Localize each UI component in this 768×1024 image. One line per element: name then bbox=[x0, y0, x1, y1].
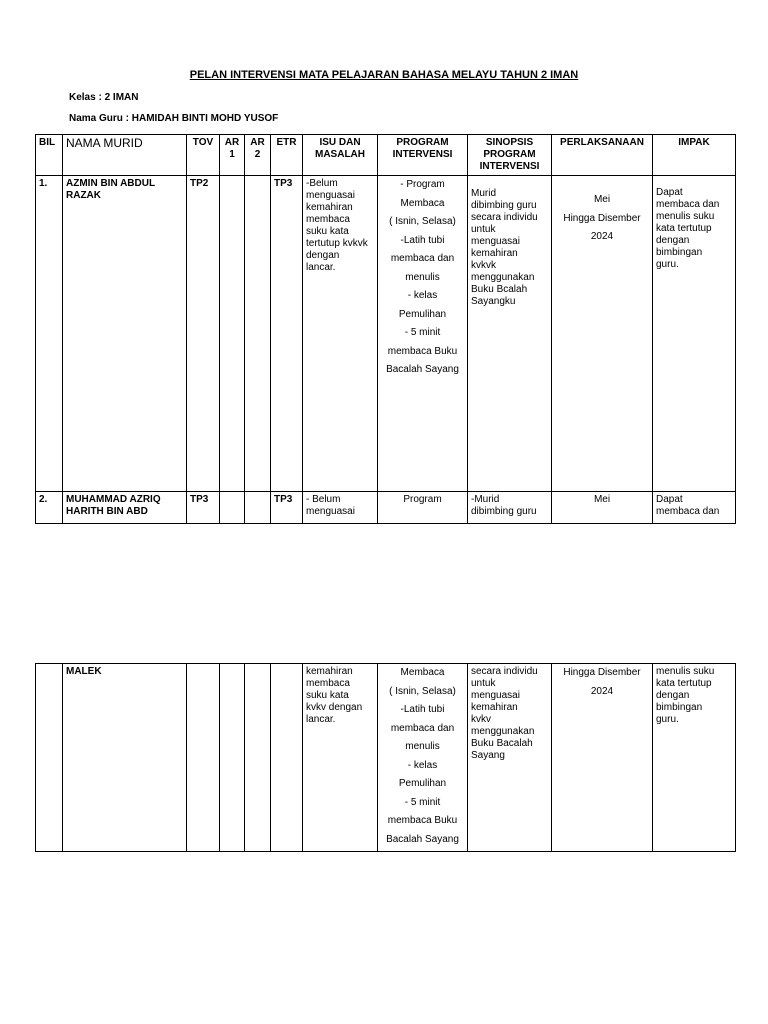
header-nama-murid: NAMA MURID bbox=[63, 135, 187, 176]
impak-line: dengan bbox=[656, 690, 690, 701]
isu-line: -Belum bbox=[306, 178, 338, 189]
header-sinopsis: SINOPSIS PROGRAM INTERVENSI bbox=[468, 135, 552, 176]
sinopsis-line: dibimbing guru bbox=[471, 200, 537, 211]
program-line: Bacalah Sayang bbox=[386, 364, 459, 375]
header-bil: BIL bbox=[36, 135, 63, 176]
row-perlaksanaan bbox=[552, 664, 653, 852]
perlaksanaan-line: Hingga Disember bbox=[563, 212, 641, 224]
isu-line: membaca bbox=[306, 678, 350, 689]
row-isu bbox=[303, 176, 378, 492]
impak-line: menulis suku bbox=[656, 666, 715, 677]
sinopsis-line: untuk bbox=[471, 678, 496, 689]
row-program: Program bbox=[378, 492, 468, 524]
nama-line: MUHAMMAD AZRIQ bbox=[66, 494, 161, 505]
program-line: Membaca bbox=[400, 667, 445, 678]
isu-line: menguasai bbox=[306, 506, 355, 517]
program-line: ( Isnin, Selasa) bbox=[389, 216, 456, 227]
program-line: membaca Buku bbox=[387, 345, 458, 357]
sinopsis-line: untuk bbox=[471, 224, 496, 235]
sinopsis-line: Buku Bcalah bbox=[471, 284, 528, 295]
row-ar1 bbox=[220, 176, 245, 492]
sinopsis-line: menggunakan bbox=[471, 272, 535, 283]
sinopsis-line: Murid bbox=[471, 188, 497, 199]
row-impak bbox=[653, 176, 736, 492]
program-line: Pemulihan bbox=[398, 308, 447, 320]
document-title: PELAN INTERVENSI MATA PELAJARAN BAHASA MELAYU TAHUN 2 IMAN bbox=[189, 69, 579, 81]
sinopsis-line: kemahiran bbox=[471, 248, 518, 259]
row-sinopsis bbox=[468, 664, 552, 852]
row-program bbox=[378, 176, 468, 492]
header-perlaksanaan: PERLAKSANAAN bbox=[552, 135, 653, 176]
row-impak bbox=[653, 492, 736, 524]
header-impak: IMPAK bbox=[653, 135, 736, 176]
sinopsis-line: secara individu bbox=[471, 666, 538, 677]
program-line: -Latih tubi bbox=[400, 704, 445, 715]
sinopsis-line: secara individu bbox=[471, 212, 538, 223]
perlaksanaan-line: 2024 bbox=[590, 231, 614, 242]
sinopsis-line: Sayang bbox=[471, 750, 505, 761]
program-line: menulis bbox=[405, 741, 440, 752]
row-isu bbox=[303, 492, 378, 524]
intervention-table-continued bbox=[35, 663, 736, 852]
impak-line: guru. bbox=[656, 714, 679, 725]
program-line: - 5 minit bbox=[404, 327, 441, 338]
header-ar1: AR 1 bbox=[220, 135, 245, 176]
header-tov: TOV bbox=[187, 135, 220, 176]
row-ar2 bbox=[245, 176, 271, 492]
header-isu: ISU DAN MASALAH bbox=[303, 135, 378, 176]
impak-line: menulis suku bbox=[656, 211, 715, 222]
program-line: Membaca bbox=[400, 197, 445, 209]
teacher-name: Nama Guru : HAMIDAH BINTI MOHD YUSOF bbox=[69, 113, 279, 124]
isu-line: kemahiran bbox=[306, 666, 353, 677]
intervention-table bbox=[35, 134, 736, 524]
program-line: ( Isnin, Selasa) bbox=[389, 685, 456, 697]
row-sinopsis bbox=[468, 492, 552, 524]
program-line: membaca dan bbox=[390, 253, 455, 264]
row-ar2 bbox=[245, 492, 271, 524]
nama-line: RAZAK bbox=[66, 190, 101, 201]
isu-line: kemahiran bbox=[306, 202, 353, 213]
nama-line: HARITH BIN ABD bbox=[66, 506, 148, 517]
program-line: - Program bbox=[400, 179, 445, 190]
row-perlaksanaan: Mei bbox=[552, 492, 653, 524]
sinopsis-line: -Murid bbox=[471, 494, 500, 505]
row-sinopsis bbox=[468, 176, 552, 492]
program-line: membaca dan bbox=[390, 722, 455, 734]
isu-line: lancar. bbox=[306, 262, 336, 273]
isu-line: tertutup kvkvk bbox=[306, 238, 368, 249]
row-program bbox=[378, 664, 468, 852]
impak-line: kata tertutup bbox=[656, 223, 712, 234]
program-line: - kelas bbox=[407, 759, 438, 771]
header-row bbox=[36, 135, 736, 176]
impak-line: membaca dan bbox=[656, 199, 720, 210]
isu-line: - Belum bbox=[306, 494, 341, 505]
row-nama: MALEK bbox=[63, 664, 187, 852]
row-tov bbox=[187, 664, 220, 852]
nama-line: AZMIN BIN ABDUL bbox=[66, 178, 156, 189]
row-bil: 2. bbox=[36, 492, 63, 524]
perlaksanaan-line: Hingga Disember bbox=[563, 667, 641, 678]
isu-line: suku kata bbox=[306, 226, 349, 237]
impak-line: bimbingan bbox=[656, 247, 703, 258]
row-nama bbox=[63, 492, 187, 524]
row-perlaksanaan bbox=[552, 176, 653, 492]
isu-line: suku kata bbox=[306, 690, 349, 701]
program-line: Pemulihan bbox=[398, 778, 447, 789]
row-nama bbox=[63, 176, 187, 492]
perlaksanaan-line: 2024 bbox=[590, 685, 614, 697]
table-row bbox=[36, 492, 736, 524]
program-line: membaca Buku bbox=[387, 815, 458, 826]
header-ar2: AR 2 bbox=[245, 135, 271, 176]
isu-line: membaca bbox=[306, 214, 350, 225]
row-ar2 bbox=[245, 664, 271, 852]
perlaksanaan-line: Mei bbox=[593, 194, 611, 205]
row-bil: 1. bbox=[36, 176, 63, 492]
row-tov: TP3 bbox=[187, 492, 220, 524]
isu-line: lancar. bbox=[306, 714, 336, 725]
program-line: -Latih tubi bbox=[400, 234, 445, 246]
program-line: - 5 minit bbox=[404, 796, 441, 808]
program-line: menulis bbox=[405, 271, 440, 283]
impak-line: Dapat bbox=[656, 494, 683, 505]
sinopsis-line: menguasai bbox=[471, 690, 520, 701]
row-etr bbox=[271, 664, 303, 852]
row-etr: TP3 bbox=[271, 492, 303, 524]
row-tov: TP2 bbox=[187, 176, 220, 492]
row-ar1 bbox=[220, 664, 245, 852]
sinopsis-line: menguasai bbox=[471, 236, 520, 247]
program-line: - kelas bbox=[407, 290, 438, 301]
header-etr: ETR bbox=[271, 135, 303, 176]
table-row bbox=[36, 176, 736, 492]
table-row bbox=[36, 664, 736, 852]
impak-line: guru. bbox=[656, 259, 679, 270]
row-etr: TP3 bbox=[271, 176, 303, 492]
isu-line: menguasai bbox=[306, 190, 355, 201]
impak-line: Dapat bbox=[656, 187, 683, 198]
class-label: Kelas : 2 IMAN bbox=[69, 92, 139, 103]
isu-line: dengan bbox=[306, 250, 340, 261]
impak-line: dengan bbox=[656, 235, 690, 246]
row-ar1 bbox=[220, 492, 245, 524]
sinopsis-line: kvkvk bbox=[471, 260, 496, 271]
sinopsis-line: Buku Bacalah bbox=[471, 738, 533, 749]
sinopsis-line: kemahiran bbox=[471, 702, 518, 713]
sinopsis-line: menggunakan bbox=[471, 726, 535, 737]
sinopsis-line: dibimbing guru bbox=[471, 506, 537, 517]
impak-line: bimbingan bbox=[656, 702, 703, 713]
impak-line: membaca dan bbox=[656, 506, 720, 517]
sinopsis-line: Sayangku bbox=[471, 296, 516, 307]
program-line: Bacalah Sayang bbox=[386, 833, 459, 845]
row-bil bbox=[36, 664, 63, 852]
row-impak bbox=[653, 664, 736, 852]
header-program: PROGRAM INTERVENSI bbox=[378, 135, 468, 176]
row-isu bbox=[303, 664, 378, 852]
impak-line: kata tertutup bbox=[656, 678, 712, 689]
isu-line: kvkv dengan bbox=[306, 702, 363, 713]
sinopsis-line: kvkv bbox=[471, 714, 491, 725]
